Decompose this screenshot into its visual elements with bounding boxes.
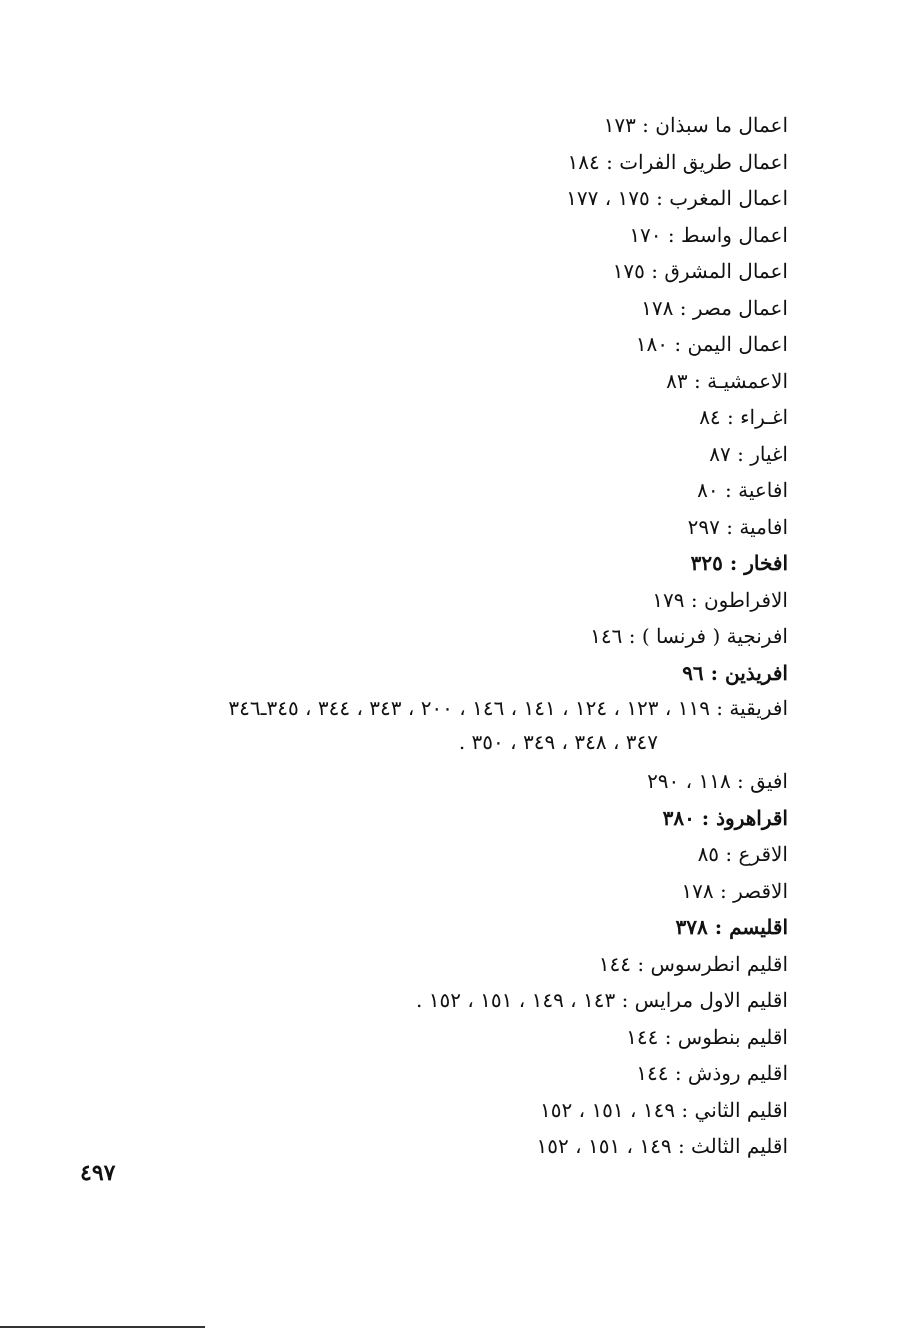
index-entry: اغـراء : ٨٤ <box>699 405 788 429</box>
index-entry: اقراهروذ : ٣٨٠ <box>662 805 788 830</box>
index-entry-line: افريقية : ١١٩ ، ١٢٣ ، ١٢٤ ، ١٤١ ، ١٤٦ ، ٢٠٠ ، ٣٤٣ ، ٣٤٤ ، ٣٤٥ـ٣٤٦ <box>228 696 788 720</box>
index-entry: الاقصر : ١٧٨ <box>681 878 788 903</box>
index-entry: اعمال المشرق : ١٧٥ <box>612 259 788 283</box>
index-entry: اعمال ما سبذان : ١٧٣ <box>603 113 788 137</box>
index-entry: اقليسم : ٣٧٨ <box>675 915 788 939</box>
index-entry: اقليم انطرسوس : ١٤٤ <box>598 951 788 976</box>
index-entry: افريذين : ٩٦ <box>682 660 788 685</box>
index-entry: الافراطون : ١٧٩ <box>652 587 788 612</box>
index-entry: الاقرع : ٨٥ <box>697 842 788 866</box>
index-entry: افيق : ١١٨ ، ٢٩٠ <box>647 769 788 793</box>
index-entry: اعمال المغرب : ١٧٥ ، ١٧٧ <box>566 186 788 210</box>
index-entry-africa <box>28 691 788 759</box>
index-entry: اعمال اليمن : ١٨٠ <box>635 332 788 356</box>
index-entry: الاعمشيـة : ٨٣ <box>666 368 788 393</box>
index-entry: اعمال طريق الفرات : ١٨٤ <box>567 149 788 174</box>
index-entry: اعمال واسط : ١٧٠ <box>629 222 788 247</box>
index-entry: اقليم بنطوس : ١٤٤ <box>626 1024 788 1049</box>
index-entry: افخار : ٣٢٥ <box>690 551 788 575</box>
index-entry: افاعية : ٨٠ <box>697 478 788 502</box>
index-entry: اقليم الثاني : ١٤٩ ، ١٥١ ، ١٥٢ <box>540 1097 788 1122</box>
index-entry: اقليم الثالث : ١٤٩ ، ١٥١ ، ١٥٢ <box>536 1134 788 1158</box>
index-entries <box>28 107 788 1165</box>
index-entry: افامية : ٢٩٧ <box>687 514 788 539</box>
index-entry: اعمال مصر : ١٧٨ <box>641 295 788 320</box>
index-entry: اغيار : ٨٧ <box>709 441 788 466</box>
index-entry-continuation: ٣٤٧ ، ٣٤٨ ، ٣٤٩ ، ٣٥٠ . <box>458 730 658 754</box>
bottom-rule <box>0 1326 205 1328</box>
index-entry: افرنجية ( فرنسا ) : ١٤٦ <box>590 624 788 648</box>
index-entry: اقليم روذش : ١٤٤ <box>636 1061 788 1085</box>
page-number: ٤٩٧ <box>80 1160 116 1186</box>
index-entry: اقليم الاول مرايس : ١٤٣ ، ١٤٩ ، ١٥١ ، ١٥٢ . <box>416 988 788 1012</box>
